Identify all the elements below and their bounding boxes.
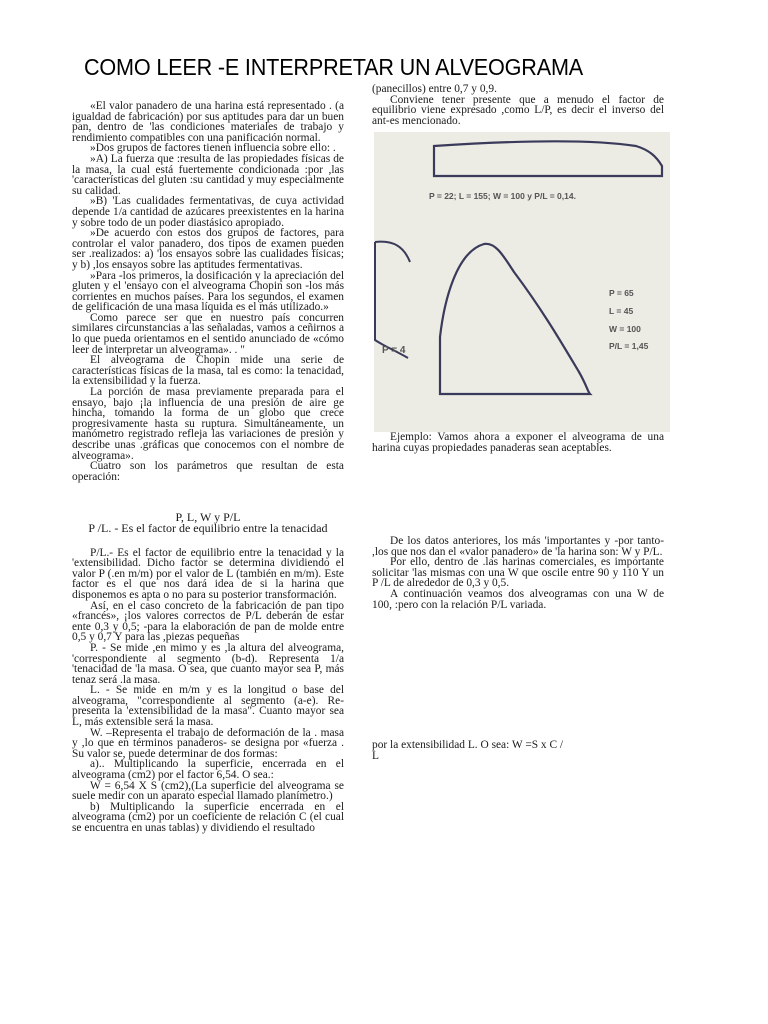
right-column-body: [372, 536, 664, 610]
paragraph: »Para -los primeros, la dosificación y la apreciación del gluten y el 'ensayo con el alveograma Chopin son -los más corrientes en muchos países. Para los segundos, el examen de gelificación de una masa líquida es el más utilizado.»: [72, 269, 344, 314]
paragraph: (panecillos) entre 0,7 y 0,9.: [372, 83, 497, 95]
paragraph: L. - Se mide en m/m y es la longitud o base del alveograma, "correspondiente al segmento (a-e). Re-presenta la 'extensibilidad de la masa". Cuanto mayor sea L, más extensible será la masa.: [72, 684, 344, 729]
paragraph: b) Multiplicando la superficie encerrada en el alveograma (cm2) por un coeficiente de relación C (el cual se encuentra en unas tablas) y dividiendo el resultado: [72, 800, 344, 834]
figure-caption: [372, 432, 664, 453]
curve-high-p: [440, 244, 590, 394]
paragraph: Por ello, dentro de .las harinas comerciales, es importante solicitar 'las mismas con una W que oscile entre 90 y 110 Y un P /L de alrededor de 0,3 y 0,5.: [372, 556, 664, 590]
formula-continuation-2: L: [372, 749, 379, 762]
paragraph: »De acuerdo con estos dos grupos de factores, para controlar el valor panadero, dos tipos de examen pueden ser .realizados: a) 'los ensayos sobre las cualidades físicas; y b) ,los ensayos sobre las aptitudes fermentativas.: [72, 227, 344, 271]
paragraph: Así, en el caso concreto de la fabricación de pan tipo «francés», ¡los valores correctos de P/L deberán de estar ente 0,3 y 0,5; -para la elaboración de pan de molde entre 0,5 y 0,7 Y para las ,piezas pequeñas: [72, 599, 344, 644]
paragraph: A continuación veamos dos alveogramas con una W de 100, :pero con la relación P/L variada.: [372, 587, 664, 611]
page-title: COMO LEER -E INTERPRETAR UN ALVEOGRAMA: [84, 54, 584, 80]
figure-label-p4: P = 4: [382, 345, 406, 356]
paragraph: P/L.- Es el factor de equilibrio entre la tenacidad y la 'extensibilidad. Dicho factor se determina dividiendo el valor P (.en m/m) por el valor de L (también en m/m). Este factor es el que nos dará idea de si la harina que disponemos es apta o no para su posterior transformación.: [72, 546, 344, 601]
figure-label-w: W = 100: [609, 324, 641, 334]
paragraph: Cuatro son los parámetros que resultan de esta operación:: [72, 460, 344, 483]
paragraph: De los datos anteriores, los más 'importantes y -por tanto- ,los que nos dan el «valor panadero» de 'la harina son: W y P/L.: [372, 535, 664, 558]
alveogram-figure: [374, 132, 670, 432]
curve-low-p: [434, 141, 662, 176]
paragraph: Conviene tener presente que a menudo el factor de equilibrio viene expresado ,como L/P, es decir el inverso del ant-es mencionado.: [372, 93, 664, 127]
paragraph: La porción de masa previamente preparada para el ensayo, bajo ¡la influencia de una presión de aire ge hincha, tomando la forma de un globo que crece progresivamente hasta su ruptura. Simultáneamente, un manómetro registrado refleja las variaciones de presión y describe unas .gráficas que conocemos con el nombre de alveograma».: [72, 386, 344, 462]
paragraph: El alveograma de Chopin mide una serie de características físicas de la masa, tal es como: la tenacidad, la extensibilidad y la fuerza.: [72, 354, 344, 388]
paragraph: »A) La fuerza que :resulta de las propiedades físicas de la masa, la cual está fuertemente condicionada :por ,las 'características del gluten :su cantidad y muy especialmente su calidad.: [72, 152, 344, 197]
paragraph: «El valor panadero de una harina está representado . (a igualdad de fabricación) por sus aptitudes para dar un buen pan, dentro de 'las condiciones materiales de trabajo y rendimiento compatibles con una panificación normal.: [72, 100, 344, 144]
left-column: [72, 101, 344, 834]
paragraph: Como parece ser que en nuestro país concurren similares circunstancias a las señaladas, vamos a ceñirnos a lo que pueda orientamos en el sentido anunciado de «cómo leer de interpretar un alveograma». . ": [72, 311, 344, 356]
figure-label-l: L = 45: [609, 306, 634, 316]
figure-label-top: P = 22; L = 155; W = 100 y P/L = 0,14.: [429, 191, 576, 201]
paragraph: a).. Multiplicando la superficie, encerrada en el alveograma (cm2) por el factor 6,54. O sea.:: [72, 758, 344, 782]
paragraph: W. –Representa el trabajo de deformación de la . masa y ,lo que en términos panaderos- se designa por «fuerza . Su valor se, puede determinar de dos formas:: [72, 726, 344, 760]
paragraph: »Dos grupos de factores tienen influencia sobre ello: .: [90, 142, 336, 155]
figure-label-p: P = 65: [609, 288, 634, 298]
paragraph: »B) 'Las cualidades fermentativas, de cuya actividad depende 1/a cantidad de azúcares preexistentes en la harina y sobre todo de un poder diastásico apropiado.: [72, 195, 344, 229]
figure-label-pl: P/L = 1,45: [609, 341, 649, 351]
right-column-bottom: [372, 740, 664, 761]
curve-partial: [375, 242, 410, 358]
paragraph: P. - Se mide ,en mimo y es ,la altura del alveograma, 'correspondiente al segmento (b-d). Representa 1/a 'tenacidad de 'la masa. O sea, que cuanto mayor sea P, más tenaz será .la masa.: [72, 641, 344, 686]
right-column-intro: [372, 84, 664, 126]
paragraph: W = 6,54 X S (cm2),(La superficie del alveograma se suele medir con un aparato especial llamado planímetro.): [72, 779, 344, 803]
caption-text: Ejemplo: Vamos ahora a exponer el alveograma de una harina cuyas propiedades panaderas sean aceptables.: [372, 431, 664, 454]
formula-continuation: por la extensibilidad L. O sea: W =S x C /: [372, 739, 564, 751]
formula-subtitle: P /L. - Es el factor de equilibrio entre la tenacidad: [88, 520, 328, 535]
formula-line: P, L, W y P/L: [175, 510, 241, 525]
alveogram-curves: [374, 132, 670, 432]
